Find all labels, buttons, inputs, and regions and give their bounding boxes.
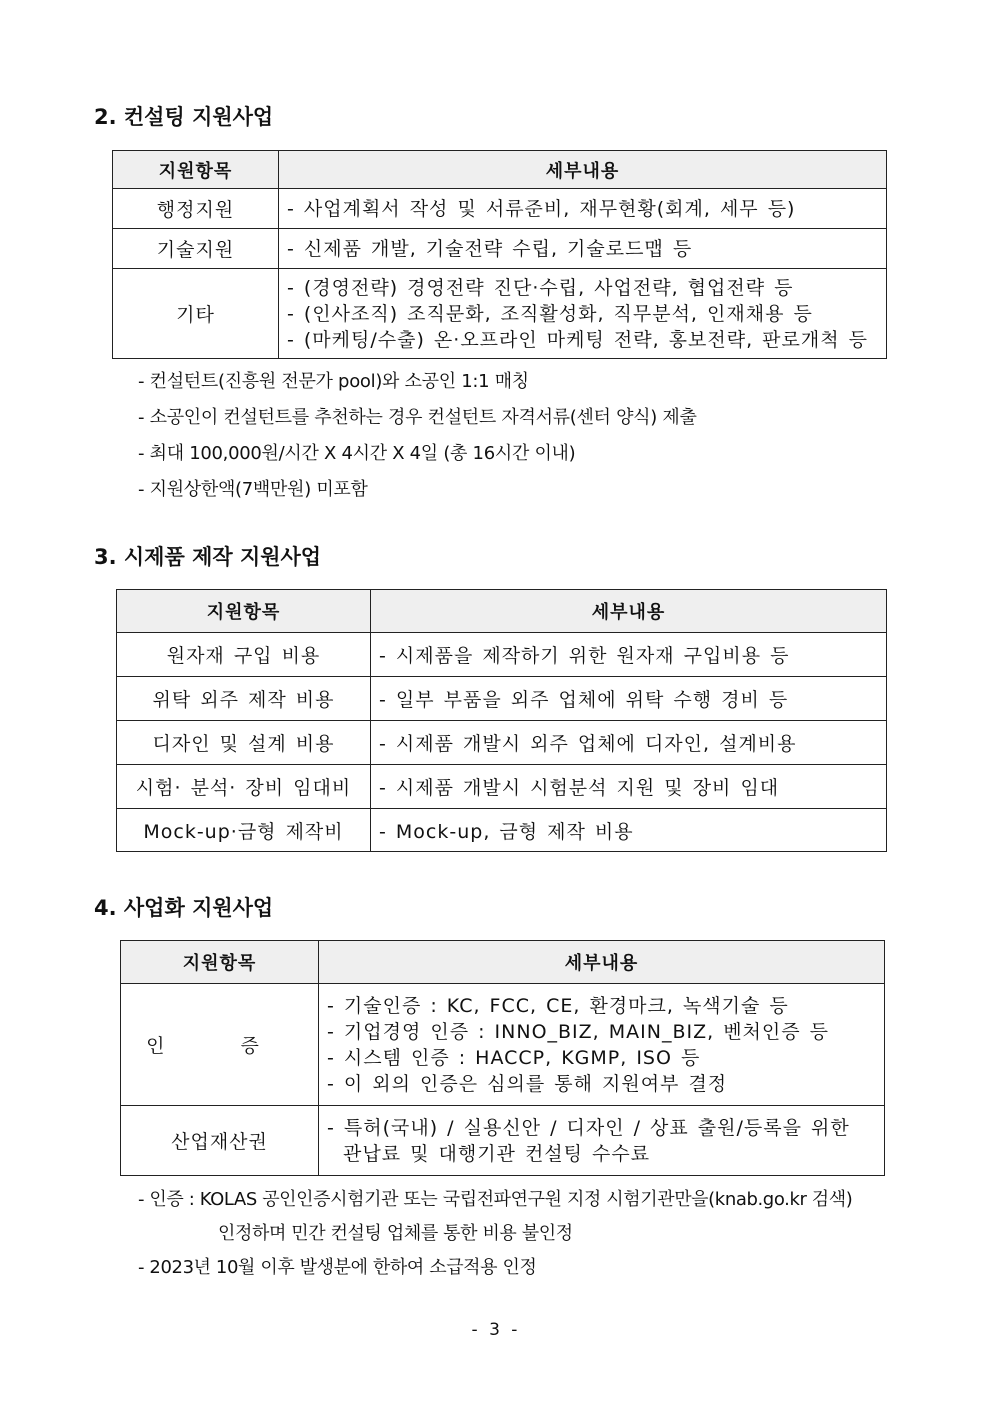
table-header-row bbox=[113, 151, 887, 189]
section-4-title: 4. 사업화 지원사업 bbox=[94, 896, 274, 920]
row-item: 위탁 외주 제작 비용 bbox=[117, 677, 371, 721]
section-2-title: 2. 컨설팅 지원사업 bbox=[94, 105, 274, 129]
table-row bbox=[121, 984, 885, 1106]
commercialization-table bbox=[120, 940, 885, 1176]
note-item: - 인증 : KOLAS 공인인증시험기관 또는 국립전파연구원 지정 시험기관만을(knab.go.kr 검색) bbox=[138, 1189, 853, 1210]
table-row bbox=[117, 677, 887, 721]
row-item: 산업재산권 bbox=[121, 1106, 319, 1176]
row-item: 시험· 분석· 장비 임대비 bbox=[117, 765, 371, 809]
table-row bbox=[117, 765, 887, 809]
note-item: - 2023년 10월 이후 발생분에 한하여 소급적용 인정 bbox=[138, 1257, 537, 1278]
row-detail: - 시제품 개발시 외주 업체에 디자인, 설계비용 bbox=[371, 721, 887, 765]
note-item: - 컨설턴트(진흥원 전문가 pool)와 소공인 1:1 매칭 bbox=[138, 371, 529, 392]
table-header-row bbox=[117, 590, 887, 633]
table-header-row bbox=[121, 941, 885, 984]
note-item: - 최대 100,000원/시간 X 4시간 X 4일 (총 16시간 이내) bbox=[138, 443, 576, 464]
table-row bbox=[113, 269, 887, 359]
table-row bbox=[113, 229, 887, 269]
row-detail: - 일부 부품을 외주 업체에 위탁 수행 경비 등 bbox=[371, 677, 887, 721]
row-detail: - 사업계획서 작성 및 서류준비, 재무현황(회계, 세무 등) bbox=[279, 189, 887, 229]
row-item: 기타 bbox=[113, 269, 279, 359]
col-header-item: 지원항목 bbox=[113, 151, 279, 189]
row-detail: - 특허(국내) / 실용신안 / 디자인 / 상표 출원/등록을 위한 관납료 및 대행기관 컨설팅 수수료 bbox=[319, 1106, 885, 1176]
note-item-continuation: 인정하며 민간 컨설팅 업체를 통한 비용 불인정 bbox=[218, 1223, 573, 1244]
consulting-notes bbox=[138, 364, 697, 508]
page-number: - 3 - bbox=[471, 1320, 521, 1340]
table-row bbox=[117, 809, 887, 852]
col-header-item: 지원항목 bbox=[121, 941, 319, 984]
table-row bbox=[113, 189, 887, 229]
prototype-table bbox=[116, 589, 887, 852]
row-item: 디자인 및 설계 비용 bbox=[117, 721, 371, 765]
row-detail: - Mock-up, 금형 제작 비용 bbox=[371, 809, 887, 852]
col-header-detail: 세부내용 bbox=[279, 151, 887, 189]
col-header-item: 지원항목 bbox=[117, 590, 371, 633]
note-item: - 지원상한액(7백만원) 미포함 bbox=[138, 479, 368, 500]
consulting-table bbox=[112, 150, 887, 359]
commercialization-notes bbox=[138, 1183, 852, 1285]
section-3-title: 3. 시제품 제작 지원사업 bbox=[94, 545, 322, 569]
row-detail: - 신제품 개발, 기술전략 수립, 기술로드맵 등 bbox=[279, 229, 887, 269]
col-header-detail: 세부내용 bbox=[371, 590, 887, 633]
row-item: 행정지원 bbox=[113, 189, 279, 229]
row-item: 원자재 구입 비용 bbox=[117, 633, 371, 677]
row-item: Mock-up·금형 제작비 bbox=[117, 809, 371, 852]
row-detail: - (경영전략) 경영전략 진단·수립, 사업전략, 협업전략 등 - (인사조직) 조직문화, 조직활성화, 직무분석, 인재채용 등 - (마케팅/수출) 온·오프라인 마케팅 전략, 홍보전략, 판로개척 등 bbox=[279, 269, 887, 359]
row-detail: - 기술인증 : KC, FCC, CE, 환경마크, 녹색기술 등 - 기업경영 인증 : INNO_BIZ, MAIN_BIZ, 벤처인증 등 - 시스템 인증 : HACCP, KGMP, ISO 등 - 이 외의 인증은 심의를 통해 지원여부 결정 bbox=[319, 984, 885, 1106]
col-header-detail: 세부내용 bbox=[319, 941, 885, 984]
row-detail: - 시제품 개발시 시험분석 지원 및 장비 임대 bbox=[371, 765, 887, 809]
row-item: 인 증 bbox=[121, 984, 319, 1106]
row-detail: - 시제품을 제작하기 위한 원자재 구입비용 등 bbox=[371, 633, 887, 677]
table-row bbox=[121, 1106, 885, 1176]
row-item: 기술지원 bbox=[113, 229, 279, 269]
note-item: - 소공인이 컨설턴트를 추천하는 경우 컨설턴트 자격서류(센터 양식) 제출 bbox=[138, 407, 697, 428]
table-row bbox=[117, 721, 887, 765]
table-row bbox=[117, 633, 887, 677]
